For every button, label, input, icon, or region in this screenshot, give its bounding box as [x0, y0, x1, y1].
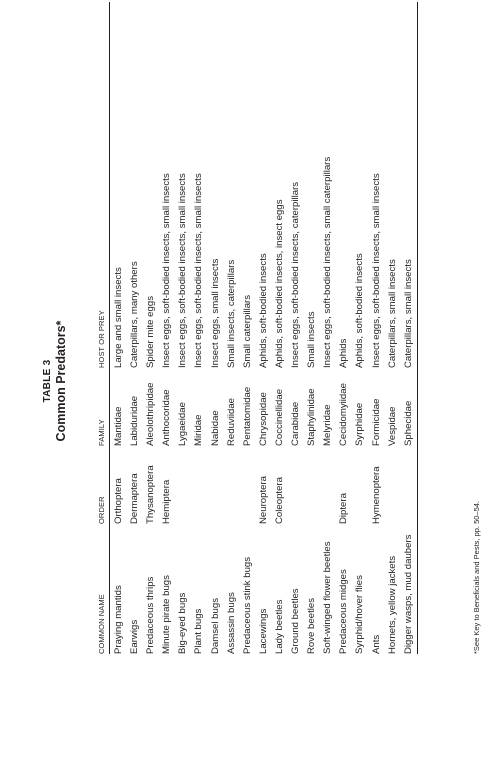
table-row	[175, 2, 191, 654]
cell-family: Pentatomidae	[241, 386, 253, 446]
cell-host: Caterpillars, small insects	[401, 2, 418, 368]
cell-family: Aleolothripidae	[145, 382, 157, 446]
cell-host: Insect eggs, soft-bodied insects, small insects	[193, 173, 205, 368]
cell-order	[175, 446, 191, 524]
cell-order	[288, 446, 304, 524]
cell-family: Cecidomyiidae	[338, 383, 350, 446]
table-row	[369, 2, 385, 654]
cell-common-name: Assassin bugs	[225, 592, 237, 654]
cell-common-name: Hornets, yellow jackets	[386, 555, 398, 654]
table-row	[240, 2, 256, 654]
cell-family: Labiduridae	[129, 395, 141, 446]
table-row	[256, 2, 272, 654]
cell-host: Aphids	[338, 338, 350, 368]
cell-common-name: Minute pirate bugs	[161, 575, 173, 654]
cell-order	[224, 446, 240, 524]
cell-host: Large and small insects	[113, 267, 124, 368]
cell-family: Staphylinidae	[306, 388, 318, 446]
cell-common-name: Lady beetles	[273, 599, 285, 654]
cell-order: Hemiptera	[161, 479, 173, 524]
cell-order: Neuroptera	[257, 476, 269, 524]
cell-common-name: Big-eyed bugs	[177, 592, 189, 654]
cell-host: Aphids, soft-bodied insects	[257, 253, 269, 368]
cell-family: Lygaeidae	[177, 402, 189, 446]
table-row	[352, 2, 368, 654]
cell-common-name: Ground beetles	[290, 588, 302, 654]
table-row	[272, 2, 288, 654]
cell-order	[191, 446, 207, 524]
cell-common-name: Plant bugs	[193, 608, 205, 654]
cell-family: Carabidae	[290, 401, 302, 446]
cell-order	[401, 446, 418, 524]
cell-host: Insect eggs, soft-bodied insects, small insects	[370, 173, 382, 368]
table-row	[320, 2, 336, 654]
cell-order: Thysanoptera	[145, 465, 157, 524]
cell-common-name: Predaceous thrips	[145, 576, 157, 654]
table-row	[288, 2, 304, 654]
cell-common-name: Praying mantids	[113, 585, 124, 654]
table-row	[159, 2, 175, 654]
cell-host: Small caterpillars	[241, 294, 253, 368]
cell-host: Insect eggs, soft-bodied insects, small insects	[177, 173, 189, 368]
cell-host: Caterpillars, many others	[129, 261, 141, 368]
cell-host: Insect eggs, soft-bodied insects, small insects	[161, 173, 173, 368]
cell-host: Small insects	[306, 311, 318, 368]
cell-family: Sphecidae	[401, 368, 418, 446]
cell-common-name: Lacewings	[257, 608, 269, 654]
table-row	[385, 2, 401, 654]
cell-order: Orthoptera	[113, 478, 124, 524]
cell-common-name: Predaceous stink bugs	[241, 556, 253, 654]
cell-order: Dermaptera	[129, 473, 141, 524]
table-row	[208, 2, 224, 654]
header-family: FAMILY	[92, 368, 110, 446]
cell-family: Miridae	[193, 414, 205, 446]
table-number: TABLE 3	[42, 359, 53, 403]
cell-order: Diptera	[338, 493, 350, 524]
header-order: ORDER	[92, 446, 110, 524]
cell-order: Coleoptera	[273, 477, 285, 524]
cell-order	[240, 446, 256, 524]
cell-family: Coccinellidae	[273, 388, 285, 446]
cell-common-name: Soft-winged flower beetles	[322, 541, 334, 654]
table-row	[143, 2, 159, 654]
table-row	[304, 2, 320, 654]
header-common-name: COMMON NAME	[92, 524, 110, 654]
cell-common-name: Earwigs	[129, 619, 141, 654]
cell-host: Aphids, soft-bodied insects, insect eggs	[273, 199, 285, 368]
cell-host: Insect eggs, small insects	[209, 258, 221, 368]
cell-host: Caterpillars, small insects	[386, 259, 398, 368]
table-row	[401, 2, 418, 654]
cell-common-name: Digger wasps, mud daubers	[401, 524, 418, 654]
table-row	[191, 2, 207, 654]
cell-order: Hymenoptera	[370, 466, 382, 524]
cell-family: Vespidae	[386, 406, 398, 446]
cell-host: Spider mite eggs	[145, 296, 157, 368]
cell-common-name: Rove beetles	[306, 598, 318, 654]
table-row	[110, 2, 128, 654]
cell-common-name: Damsel bugs	[209, 598, 221, 654]
table-title-block	[42, 0, 69, 762]
table-header-row	[92, 2, 110, 654]
cell-order	[320, 446, 336, 524]
table-row	[127, 2, 143, 654]
cell-family: Syrphidae	[354, 402, 366, 446]
cell-common-name: Syrphid/hover flies	[354, 575, 366, 654]
cell-family: Chrysopidae	[257, 392, 269, 446]
table-body	[110, 2, 418, 654]
cell-family: Anthocoridae	[161, 389, 173, 446]
header-host: HOST OR PREY	[92, 2, 110, 368]
cell-family: Melyridae	[322, 404, 334, 446]
cell-host: Insect eggs, soft-bodied insects, small caterpillars	[322, 156, 334, 368]
table-row	[336, 2, 352, 654]
predators-table	[92, 2, 418, 654]
table-title: Common Predators*	[54, 320, 68, 442]
cell-family: Nabidae	[209, 410, 221, 446]
cell-host: Insect eggs, soft-bodied insects, caterpillars	[290, 181, 302, 368]
cell-family: Reduviidae	[225, 397, 237, 446]
cell-family: Mantidae	[113, 406, 124, 446]
cell-family: Formicidae	[370, 398, 382, 446]
cell-order	[385, 446, 401, 524]
cell-common-name: Predaceous midges	[338, 569, 350, 654]
cell-order	[208, 446, 224, 524]
cell-order	[304, 446, 320, 524]
cell-host: Aphids, soft-bodied insects	[354, 253, 366, 368]
cell-host: Small insects, caterpillars	[225, 259, 237, 368]
table-footnote: *See Key to Beneficials and Pests, pp. 50–54.	[472, 500, 481, 654]
table-row	[224, 2, 240, 654]
cell-order	[352, 446, 368, 524]
cell-common-name: Ants	[370, 634, 382, 654]
